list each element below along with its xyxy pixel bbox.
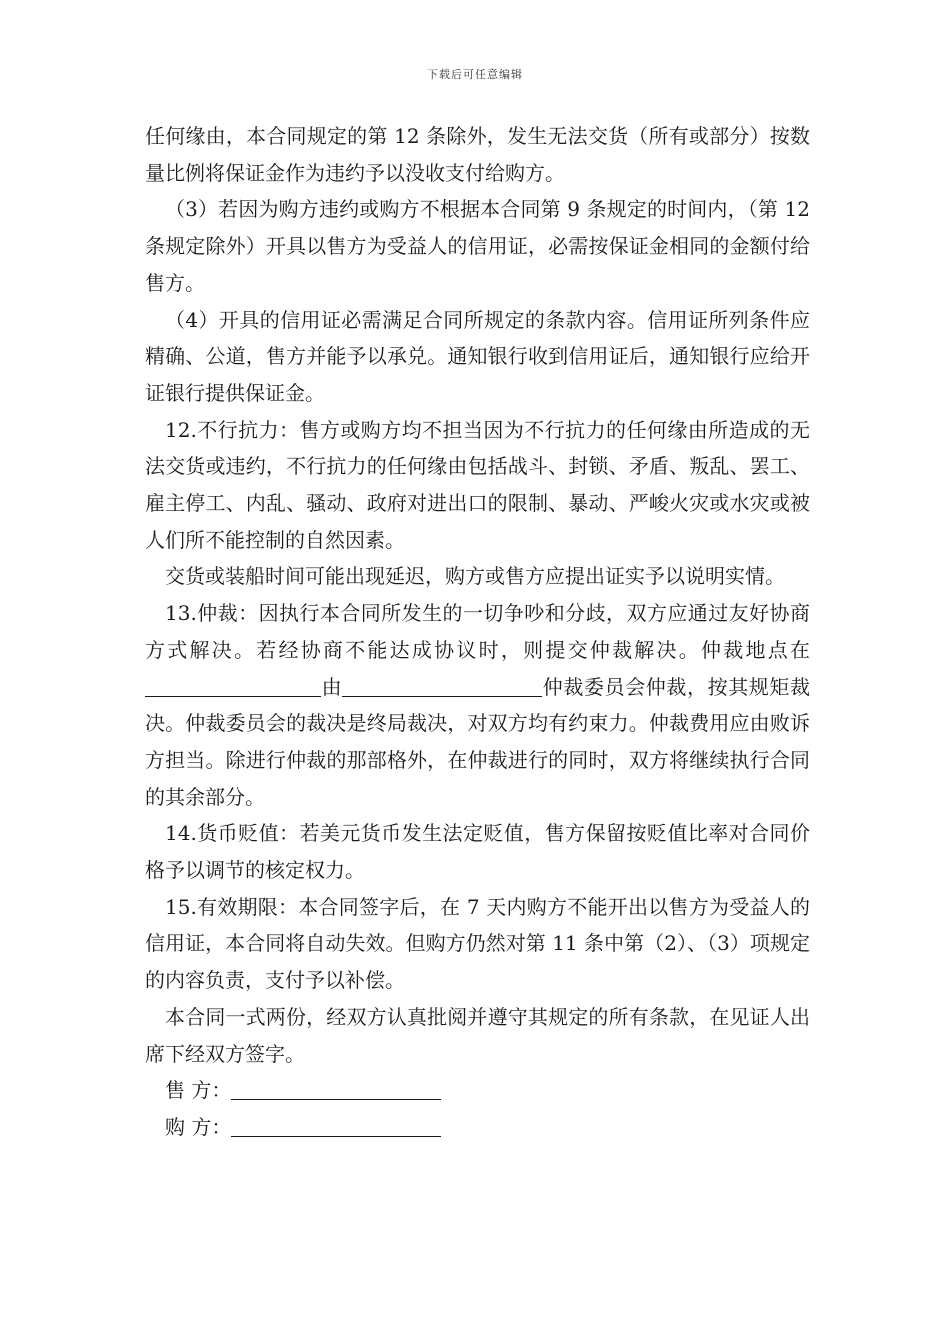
paragraph-clause-3: （3）若因为购方违约或购方不根据本合同第 9 条规定的时间内，（第 12 条规定除外）开具以售方为受益人的信用证，必需按保证金相同的金额付给售方。 (145, 197, 810, 295)
seller-signature-line[interactable] (231, 1077, 441, 1100)
paragraph-currency: 14.货币贬值：若美元货币发生法定贬值，售方保留按贬值比率对合同价格予以调节的核定权力。 (145, 821, 810, 883)
buyer-signature-row (145, 1109, 810, 1146)
buyer-signature-line[interactable] (231, 1114, 441, 1137)
paragraph-validity: 15.有效期限：本合同签字后，在 7 天内购方不能开出以售方为受益人的信用证，本合同将自动失效。但购方仍然对第 11 条中第（2）、（3）项规定的内容负责，支付予以补偿。 (145, 894, 810, 993)
arbitration-text-3: 仲裁委员会仲裁，按其规矩裁决。仲裁委员会的裁决是终局裁决，对双方均有约束力。仲裁费用应由败诉方担当。除进行仲裁的那部格外，在仲裁进行的同时，双方将继续执行合同的其余部分。 (145, 674, 811, 809)
document-body (145, 118, 810, 1146)
page-header: 下载后可任意编辑 (427, 68, 523, 81)
seller-label: 售 方： (165, 1078, 232, 1103)
buyer-label: 购 方： (165, 1114, 232, 1139)
arbitration-place-blank[interactable] (145, 674, 321, 697)
seller-signature-row (145, 1072, 810, 1109)
arbitration-text-1: 13.仲裁：因执行本合同所发生的一切争吵和分歧，双方应通过友好协商方式解决。若经协商不能达成协议时，则提交仲裁解决。仲裁地点在 (145, 601, 810, 662)
paragraph-force-majeure: 12.不行抗力：售方或购方均不担当因为不行抗力的任何缘由所造成的无法交货或违约，不行抗力的任何缘由包括战斗、封锁、矛盾、叛乱、罢工、雇主停工、内乱、骚动、政府对进出口的限制、暴动、严峻火灾或水灾或被人们所不能控制的自然因素。 (145, 417, 810, 552)
paragraph-copies: 本合同一式两份，经双方认真批阅并遵守其规定的所有条款，在见证人出席下经双方签字。 (145, 1004, 810, 1066)
paragraph-clause-4: （4）开具的信用证必需满足合同所规定的条款内容。信用证所列条件应精确、公道，售方并能予以承兑。通知银行收到信用证后，通知银行应给开证银行提供保证金。 (145, 307, 810, 405)
arbitration-text-2: 由 (321, 674, 343, 699)
paragraph-arbitration (145, 595, 810, 815)
paragraph-forfeit-deposit: 任何缘由，本合同规定的第 12 条除外，发生无法交货（所有或部分）按数量比例将保证金作为违约予以没收支付给购方。 (145, 124, 810, 185)
arbitration-committee-blank[interactable] (342, 674, 542, 697)
paragraph-delay: 交货或装船时间可能出现延迟，购方或售方应提出证实予以说明实情。 (165, 564, 785, 589)
